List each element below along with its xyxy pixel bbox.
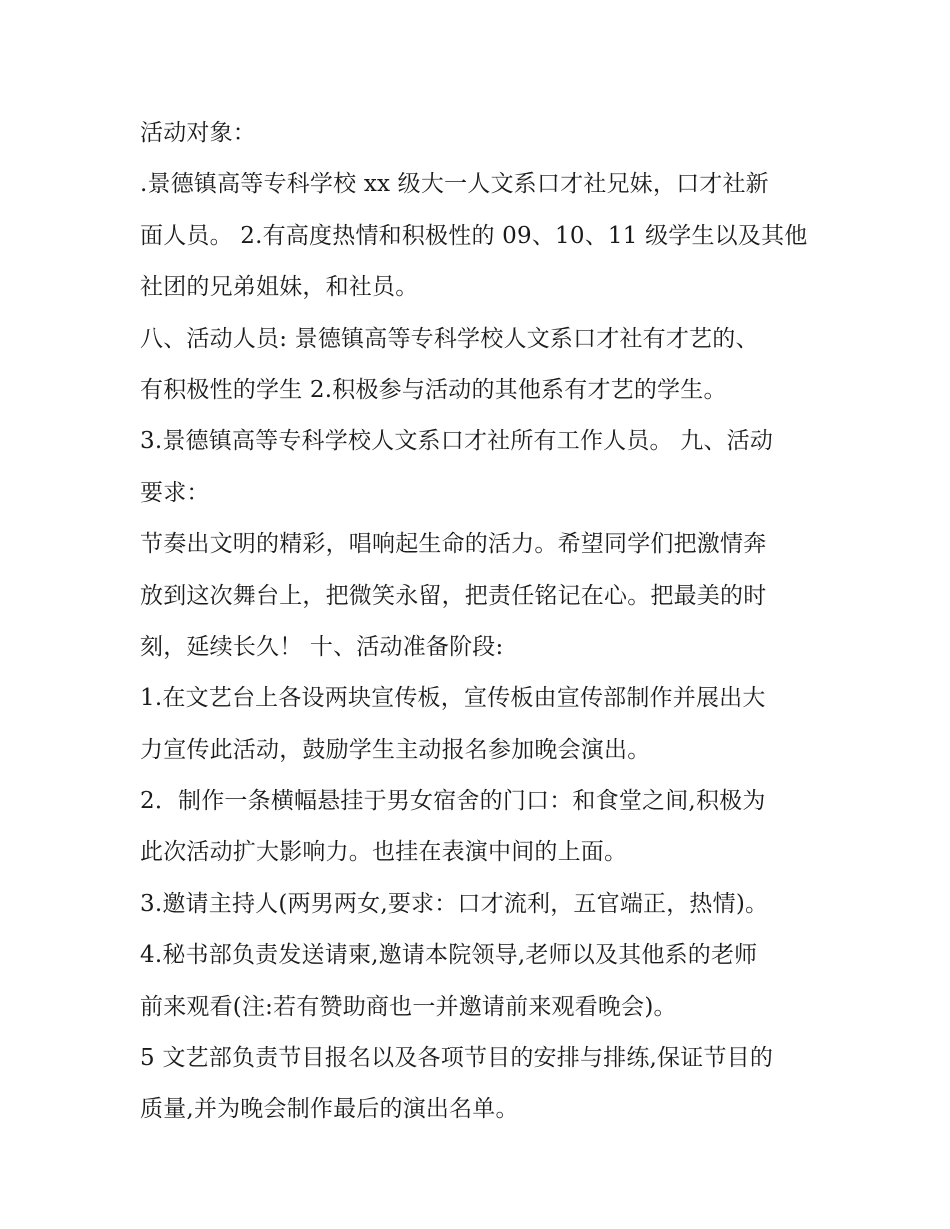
text-line: 前来观看(注:若有赞助商也一并邀请前来观看晚会)。 bbox=[140, 993, 677, 1020]
text-line: 质量,并为晚会制作最后的演出名单。 bbox=[140, 1096, 519, 1123]
text-line: 5 文艺部负责节目报名以及各项节目的安排与排练,保证节目的 bbox=[140, 1045, 774, 1072]
text-line: 面人员。 2.有高度热情和积极性的 09、10、11 级学生以及其他 bbox=[140, 222, 808, 249]
text-line: 节奏出文明的精彩，唱响起生命的活力。希望同学们把激情奔 bbox=[140, 531, 767, 558]
document-body bbox=[140, 108, 820, 1136]
text-line: 放到这次舞台上，把微笑永留，把责任铭记在心。把最美的时 bbox=[140, 582, 767, 609]
text-line: 要求： bbox=[140, 479, 210, 506]
text-line: 八、活动人员: 景德镇高等专科学校人文系口才社有才艺的、 bbox=[140, 325, 759, 352]
text-line: 1.在文艺台上各设两块宣传板，宣传板由宣传部制作并展出大 bbox=[140, 685, 766, 712]
text-line: 活动对象： bbox=[140, 120, 256, 146]
text-line: 力宣传此活动，鼓励学生主动报名参加晚会演出。 bbox=[140, 736, 651, 763]
text-line: .景德镇高等专科学校 xx 级大一人文系口才社兄妹，口才社新 bbox=[140, 171, 769, 198]
text-line: 2．制作一条横幅悬挂于男女宿舍的门口：和食堂之间,积极为 bbox=[140, 788, 766, 815]
text-line: 3.景德镇高等专科学校人文系口才社所有工作人员。 九、活动 bbox=[140, 428, 774, 455]
text-line: 3.邀请主持人(两男两女,要求：口才流利，五官端正，热情)。 bbox=[140, 890, 769, 917]
text-line: 社团的兄弟姐妹，和社员。 bbox=[140, 274, 419, 301]
text-line: 4.秘书部负责发送请柬,邀请本院领导,老师以及其他系的老师 bbox=[140, 942, 758, 969]
text-line: 刻，延续长久！ 十、活动准备阶段: bbox=[140, 633, 504, 660]
text-line: 有积极性的学生 2.积极参与活动的其他系有才艺的学生。 bbox=[140, 376, 727, 403]
text-line: 此次活动扩大影响力。也挂在表演中间的上面。 bbox=[140, 839, 628, 866]
